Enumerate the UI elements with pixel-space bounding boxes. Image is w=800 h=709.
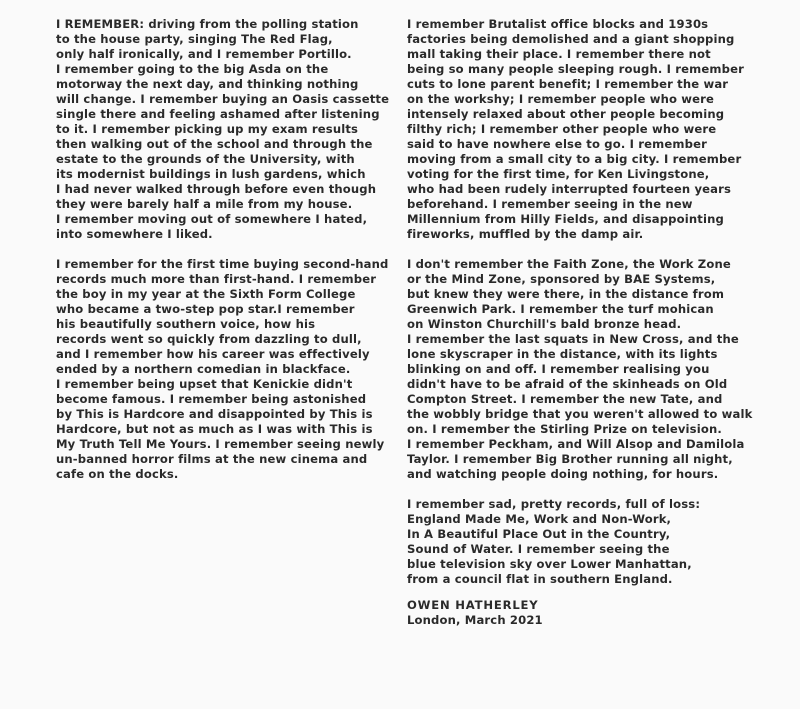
text-line: being so many people sleeping rough. I remember — [407, 62, 744, 76]
text-line: cafe on the docks. — [56, 467, 179, 481]
right-paragraph-2 — [407, 257, 753, 482]
text-line: I remember going to the big Asda on the — [56, 62, 329, 76]
text-line: Greenwich Park. I remember the turf mohican — [407, 302, 714, 316]
left-paragraph-2 — [56, 257, 389, 482]
signature-block — [407, 598, 747, 628]
text-line: into somewhere I liked. — [56, 227, 213, 241]
text-line: from a council flat in southern England. — [407, 572, 673, 586]
text-line: Millennium from Hilly Fields, and disappointing — [407, 212, 724, 226]
text-line: records went so quickly from dazzling to dull, — [56, 332, 362, 346]
text-line: I don't remember the Faith Zone, the Work Zone — [407, 257, 731, 271]
text-line: to it. I remember picking up my exam results — [56, 122, 359, 136]
text-line: its modernist buildings in lush gardens, which — [56, 167, 366, 181]
text-line: but knew they were there, in the distance from — [407, 287, 725, 301]
text-line: lone skyscraper in the distance, with its lights — [407, 347, 718, 361]
text-line: In A Beautiful Place Out in the Country, — [407, 527, 671, 541]
text-line: un-banned horror films at the new cinema and — [56, 452, 368, 466]
text-line: single there and feeling ashamed after listening — [56, 107, 380, 121]
text-line: and watching people doing nothing, for hours. — [407, 467, 719, 481]
text-line: I remember Brutalist office blocks and 1930s — [407, 17, 709, 31]
text-line: then walking out of the school and through the — [56, 137, 373, 151]
text-line: to the house party, singing The Red Flag, — [56, 32, 333, 46]
text-line: blue television sky over Lower Manhattan, — [407, 557, 692, 571]
text-line: cuts to lone parent benefit; I remember the war — [407, 77, 729, 91]
text-line: I remember the last squats in New Cross, and the — [407, 332, 739, 346]
text-line: mall taking their place. I remember there not — [407, 47, 711, 61]
text-line: factories being demolished and a giant shopping — [407, 32, 735, 46]
text-line: estate to the grounds of the University, with — [56, 152, 355, 166]
text-line: said to have nowhere else to go. I remember — [407, 137, 707, 151]
text-line: I remember being upset that Kenickie didn't — [56, 377, 353, 391]
text-line: or the Mind Zone, sponsored by BAE Systems, — [407, 272, 716, 286]
text-line: I remember Peckham, and Will Alsop and Damilola — [407, 437, 745, 451]
text-line: intensely relaxed about other people becoming — [407, 107, 725, 121]
text-line: I remember sad, pretty records, full of loss: — [407, 497, 701, 511]
text-line: who had been rudely interrupted fourteen years — [407, 182, 732, 196]
right-column — [407, 17, 753, 628]
text-line: Hardcore, but not as much as I was with This is — [56, 422, 373, 436]
place-and-date: London, March 2021 — [407, 613, 543, 627]
text-line: fireworks, muffled by the damp air. — [407, 227, 644, 241]
text-line: I remember for the first time buying second-hand — [56, 257, 389, 271]
left-column — [56, 17, 390, 497]
text-line: didn't have to be afraid of the skinheads on Old — [407, 377, 728, 391]
text-line: only half ironically, and I remember Portillo. — [56, 47, 352, 61]
text-line: I had never walked through before even though — [56, 182, 377, 196]
text-line: his beautifully southern voice, how his — [56, 317, 316, 331]
text-line: records much more than first-hand. I remember — [56, 272, 377, 286]
text-line: by This is Hardcore and disappointed by This is — [56, 407, 373, 421]
text-line: the wobbly bridge that you weren't allowed to walk — [407, 407, 753, 421]
left-paragraph-1 — [56, 17, 390, 242]
right-paragraph-1 — [407, 17, 747, 242]
text-line: who became a two-step pop star.I remember — [56, 302, 355, 316]
text-line: motorway the next day, and thinking nothing — [56, 77, 359, 91]
text-line: ended by a northern comedian in blackface. — [56, 362, 351, 376]
text-line: on the workshy; I remember people who were — [407, 92, 715, 106]
right-paragraph-3 — [407, 497, 747, 587]
text-line: blinking on and off. I remember realising you — [407, 362, 710, 376]
text-line: will change. I remember buying an Oasis cassette — [56, 92, 390, 106]
text-line: voting for the first time, for Ken Livingstone, — [407, 167, 710, 181]
text-line: Sound of Water. I remember seeing the — [407, 542, 670, 556]
text-line: filthy rich; I remember other people who were — [407, 122, 717, 136]
text-line: on Winston Churchill's bald bronze head. — [407, 317, 682, 331]
text-line: on. I remember the Stirling Prize on television. — [407, 422, 722, 436]
text-line: beforehand. I remember seeing in the new — [407, 197, 693, 211]
text-line: and I remember how his career was effectively — [56, 347, 370, 361]
text-line: I remember moving out of somewhere I hated, — [56, 212, 368, 226]
text-line: My Truth Tell Me Yours. I remember seeing newly — [56, 437, 385, 451]
text-line: England Made Me, Work and Non-Work, — [407, 512, 672, 526]
text-line: Taylor. I remember Big Brother running all night, — [407, 452, 733, 466]
text-line: I REMEMBER: driving from the polling station — [56, 17, 359, 31]
text-line: the boy in my year at the Sixth Form College — [56, 287, 356, 301]
text-line: they were barely half a mile from my house. — [56, 197, 353, 211]
author-name: OWEN HATHERLEY — [407, 598, 539, 612]
text-line: moving from a small city to a big city. I remember — [407, 152, 742, 166]
text-line: Compton Street. I remember the new Tate, and — [407, 392, 723, 406]
text-line: become famous. I remember being astonished — [56, 392, 367, 406]
